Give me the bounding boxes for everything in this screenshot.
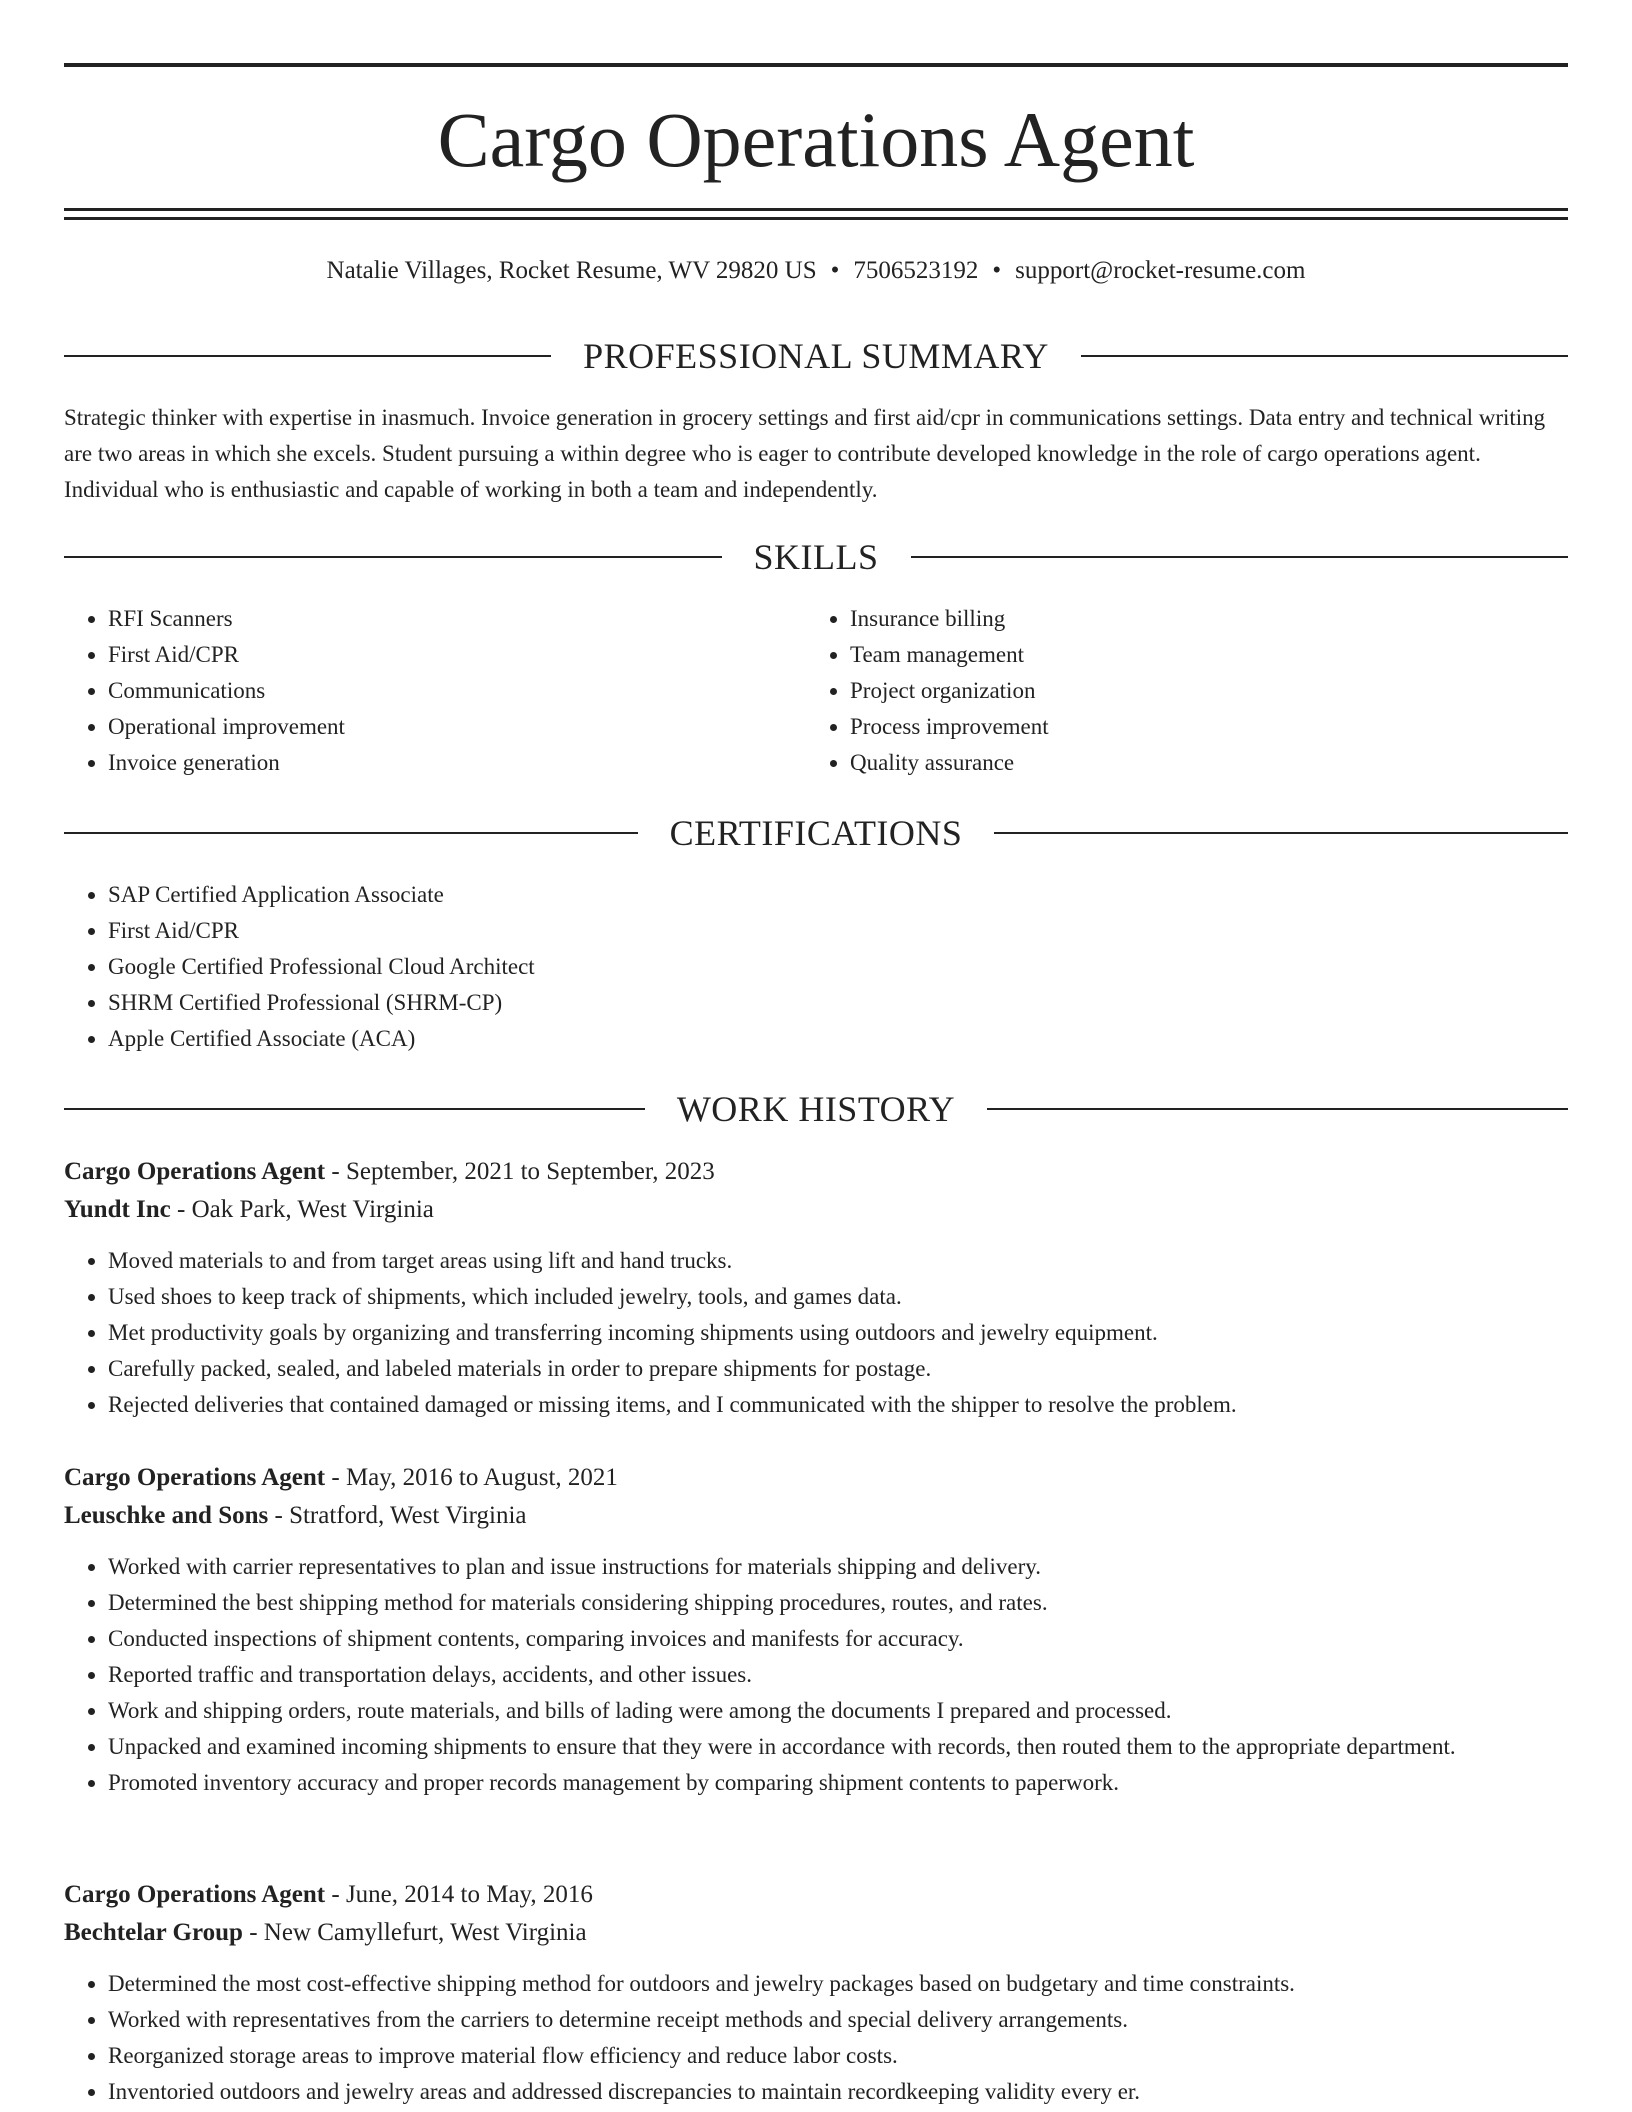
heading-rule — [1081, 355, 1568, 357]
heading-rule — [987, 1108, 1568, 1110]
job-bullet: • Moved materials to and from target areas using lift and hand trucks. — [108, 1243, 1568, 1279]
job-bullet: • Worked with carrier representatives to plan and issue instructions for materials shipping and delivery. — [108, 1549, 1568, 1585]
job-dates: September, 2021 to September, 2023 — [345, 1158, 715, 1185]
job-bullet: • Inventoried outdoors and jewelry areas and addressed discrepancies to maintain recordkeeping validity every er. — [108, 2074, 1568, 2110]
heading-rule — [994, 832, 1568, 834]
certification-item: • SHRM Certified Professional (SHRM-CP) — [108, 985, 1568, 1021]
job-bullet: • Carefully packed, sealed, and labeled materials in order to prepare shipments for postage. — [108, 1351, 1568, 1387]
job-dash: - — [274, 1502, 283, 1529]
job-location: Oak Park, West Virginia — [191, 1196, 434, 1223]
job-company: Leuschke and Sons — [64, 1502, 269, 1529]
job-dash: - — [177, 1196, 186, 1223]
heading-rule — [64, 1108, 645, 1110]
skill-item: • Communications — [108, 673, 806, 709]
section-heading-certifications — [64, 811, 1568, 855]
job-location: New Camyllefurt, West Virginia — [263, 1919, 587, 1946]
summary-text: Strategic thinker with expertise in inasmuch. Invoice generation in grocery settings and first aid/cpr in communications settings. Data entry and technical writing are two areas in which she excels. Student pursuing a within degree who is eager to contribute developed knowledge in the role of cargo operations agent. Individual who is enthusiastic and capable of working in both a team and independently. — [64, 405, 1546, 502]
job-company-line — [64, 1191, 1568, 1229]
job-entry — [64, 1459, 1568, 1801]
job-bullet: • Work and shipping orders, route materials, and bills of lading were among the documents I prepared and processed. — [108, 1693, 1568, 1729]
job-dash: - — [331, 1158, 340, 1185]
contact-separator: • — [992, 257, 1002, 284]
job-bullets — [64, 1966, 1568, 2110]
certification-item: • Apple Certified Associate (ACA) — [108, 1021, 1568, 1057]
skill-item: • Operational improvement — [108, 709, 806, 745]
job-title-line — [64, 1459, 1568, 1497]
job-dates: May, 2016 to August, 2021 — [345, 1464, 618, 1491]
skills-column-right — [806, 601, 1548, 781]
job-bullet: • Conducted inspections of shipment contents, comparing invoices and manifests for accuracy. — [108, 1621, 1568, 1657]
skill-item: • Insurance billing — [850, 601, 1548, 637]
certifications-list — [64, 877, 1568, 1057]
job-company: Yundt Inc — [64, 1196, 171, 1223]
heading-rule — [64, 556, 722, 558]
section-heading-work-history — [64, 1087, 1568, 1131]
section-title: WORK HISTORY — [676, 1089, 956, 1129]
job-bullet: • Reorganized storage areas to improve material flow efficiency and reduce labor costs. — [108, 2038, 1568, 2074]
resume-title: Cargo Operations Agent — [437, 96, 1195, 183]
job-bullet: • Rejected deliveries that contained damaged or missing items, and I communicated with the shipper to resolve the problem. — [108, 1387, 1568, 1423]
skill-item: • First Aid/CPR — [108, 637, 806, 673]
skill-item: • Team management — [850, 637, 1548, 673]
skill-item: • Quality assurance — [850, 745, 1548, 781]
job-title: Cargo Operations Agent — [64, 1881, 326, 1908]
heading-rule — [64, 355, 551, 357]
job-company-line — [64, 1497, 1568, 1535]
job-dash: - — [249, 1919, 258, 1946]
certification-item: • SAP Certified Application Associate — [108, 877, 1568, 913]
job-bullet: • Worked with representatives from the carriers to determine receipt methods and special delivery arrangements. — [108, 2002, 1568, 2038]
job-entry — [64, 1153, 1568, 1423]
certification-item: • First Aid/CPR — [108, 913, 1568, 949]
job-bullet: • Determined the best shipping method for materials considering shipping procedures, routes, and rates. — [108, 1585, 1568, 1621]
heading-rule — [64, 832, 638, 834]
skills-list — [64, 601, 1568, 781]
section-title: CERTIFICATIONS — [669, 813, 963, 853]
job-bullet: • Promoted inventory accuracy and proper records management by comparing shipment contents to paperwork. — [108, 1765, 1568, 1801]
heading-rule — [911, 556, 1569, 558]
job-bullet: • Unpacked and examined incoming shipments to ensure that they were in accordance with records, then routed them to the appropriate department. — [108, 1729, 1568, 1765]
job-title: Cargo Operations Agent — [64, 1464, 326, 1491]
job-bullet: • Used shoes to keep track of shipments, which included jewelry, tools, and games data. — [108, 1279, 1568, 1315]
contact-line — [64, 254, 1568, 288]
skill-item: • Process improvement — [850, 709, 1548, 745]
job-location: Stratford, West Virginia — [289, 1502, 527, 1529]
skill-item: • RFI Scanners — [108, 601, 806, 637]
job-bullets — [64, 1549, 1568, 1801]
contact-email: support@rocket-resume.com — [1015, 257, 1306, 284]
skills-column-left — [64, 601, 806, 781]
certification-item: • Google Certified Professional Cloud Architect — [108, 949, 1568, 985]
job-bullet: • Met productivity goals by organizing and transferring incoming shipments using outdoors and jewelry equipment. — [108, 1315, 1568, 1351]
job-bullet: • Reported traffic and transportation delays, accidents, and other issues. — [108, 1657, 1568, 1693]
job-dash: - — [331, 1881, 340, 1908]
title-double-divider — [64, 208, 1568, 220]
job-entry — [64, 1876, 1568, 2110]
job-title-line — [64, 1153, 1568, 1191]
skill-item: • Invoice generation — [108, 745, 806, 781]
job-company-line — [64, 1914, 1568, 1952]
job-dates: June, 2014 to May, 2016 — [345, 1881, 593, 1908]
contact-phone: 7506523192 — [853, 257, 979, 284]
section-heading-summary — [64, 334, 1568, 378]
section-title: SKILLS — [753, 537, 879, 577]
contact-address: Natalie Villages, Rocket Resume, WV 29820 US — [326, 257, 817, 284]
job-title: Cargo Operations Agent — [64, 1158, 326, 1185]
skill-item: • Project organization — [850, 673, 1548, 709]
job-bullets — [64, 1243, 1568, 1423]
section-heading-skills — [64, 535, 1568, 579]
job-title-line — [64, 1876, 1568, 1914]
section-title: PROFESSIONAL SUMMARY — [583, 336, 1049, 376]
job-company: Bechtelar Group — [64, 1919, 243, 1946]
top-divider — [64, 63, 1568, 67]
contact-separator: • — [830, 257, 840, 284]
job-dash: - — [331, 1464, 340, 1491]
job-bullet: • Determined the most cost-effective shipping method for outdoors and jewelry packages based on budgetary and time constraints. — [108, 1966, 1568, 2002]
